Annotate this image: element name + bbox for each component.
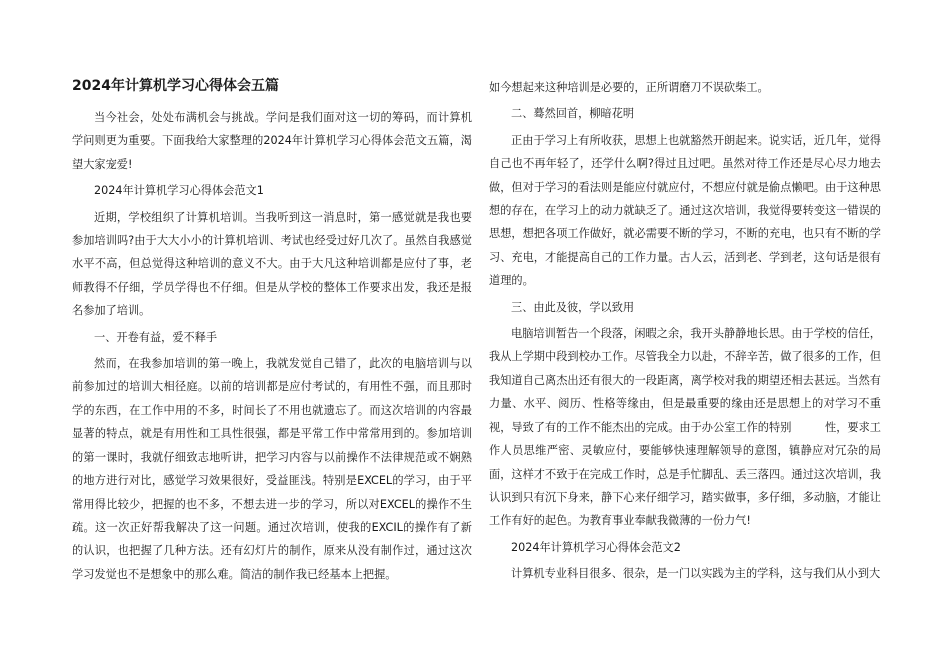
essay-1-heading: 2024年计算机学习心得体会范文1 bbox=[94, 184, 264, 198]
left-column bbox=[72, 76, 472, 586]
section-1-heading: 一、开卷有益，爱不释手 bbox=[94, 330, 218, 344]
body-paragraph: 计算机专业科目很多、很杂，是一门以实践为主的学科，这与我们从小到大 bbox=[511, 567, 881, 581]
body-paragraph: 然而，在我参加培训的第一晚上，我就发觉自己错了，此次的电脑培训与以前参加过的培训大相径庭。以前的培训都是应付考试的，有用性不强，而且那时学的东西，在工作中用的不多，时间长了不用也就遗忘了。而这次培训的内容最显著的特点，就是有用性和工具性很强，都是平常工作中常常用到的。参加培训的第一课时，我就仔细致志地听讲，把学习内容与以前操作不法律规范或不娴熟的地方进行对比，感觉学习效果很好，受益匪浅。特别是EXCEL的学习，由于平常用得比较少，把握的也不多，不想去进一步的学习，所以对EXCEL的操作不生疏。这一次正好帮我解决了这一问题。通过次培训，使我的EXCIL的操作有了新的认识，也把握了几种方法。还有幻灯片的制作，原来从没有制作过，通过这次学习发觉也不是想象中的那么难。简洁的制作我已经基本上把握。 bbox=[72, 357, 472, 581]
section-3-heading: 三、由此及彼，学以致用 bbox=[511, 300, 635, 314]
document-title: 2024年计算机学习心得体会五篇 bbox=[72, 78, 279, 94]
intro-paragraph: 当今社会，处处布满机会与挑战。学问是我们面对这一切的筹码，而计算机学问则更为重要。下面我给大家整理的2024年计算机学习心得体会范文五篇，渴望大家宠爱! bbox=[72, 111, 472, 171]
body-paragraph-continued: 如今想起来这种培训是必要的，正所谓磨刀不误砍柴工。 bbox=[489, 81, 769, 94]
body-paragraph: 近期，学校组织了计算机培训。当我听到这一消息时，第一感觉就是我也要参加培训吗?由于大大小小的计算机培训、考试也经受过好几次了。虽然自我感觉水平不高，但总觉得这种培训的意义不大。由于大凡这种培训都是应付了事，老师教得不仔细，学员学得也不仔细。但是从学校的整体工作要求出发，我还是报名参加了培训。 bbox=[72, 210, 472, 318]
body-paragraph: 电脑培训暂告一个段落，闲暇之余，我开头静静地长思。由于学校的信任，我从上学期中段到校办工作。尽管我全力以赴，不辞辛苦，做了很多的工作，但我知道自己离杰出还有很大的一段距离，离学校对我的期望还相去甚远。当然有力量、水平、阅历、性格等缘由，但是最重要的缘由还是思想上的对学习不重视，导致了有的工作不能杰出的完成。由于办公室工作的特别 性，要求工作人员思维严密、灵敏应付，要能够快速理解领导的意图，镇静应对冗杂的局面，这样才不致于在完成工作时，总是手忙脚乱、丢三落四。通过这次培训，我认识到只有沉下身来，静下心来仔细学习，踏实做事，多仔细，多动脑，才能让工作有好的起色。为教育事业奉献我微薄的一份力气! bbox=[489, 327, 881, 528]
section-2-heading: 二、蓦然回首，柳暗花明 bbox=[511, 107, 635, 121]
right-column bbox=[489, 76, 881, 586]
essay-2-heading: 2024年计算机学习心得体会范文2 bbox=[511, 540, 681, 554]
body-paragraph: 正由于学习上有所收获，思想上也就豁然开朗起来。说实话，近几年，觉得自己也不再年轻了，还学什么啊?得过且过吧。虽然对待工作还是尽心尽力地去做，但对于学习的看法则是能应付就应付，不想应付就是偷点懒吧。由于这种思想的存在，在学习上的动力就缺乏了。通过这次培训，我觉得要转变这一错误的思想，想把各项工作做好，就必需要不断的学习，不断的充电，也只有不断的学习、充电，才能提高自己的工作力量。古人云，活到老、学到老，这句话是很有道理的。 bbox=[489, 133, 881, 288]
